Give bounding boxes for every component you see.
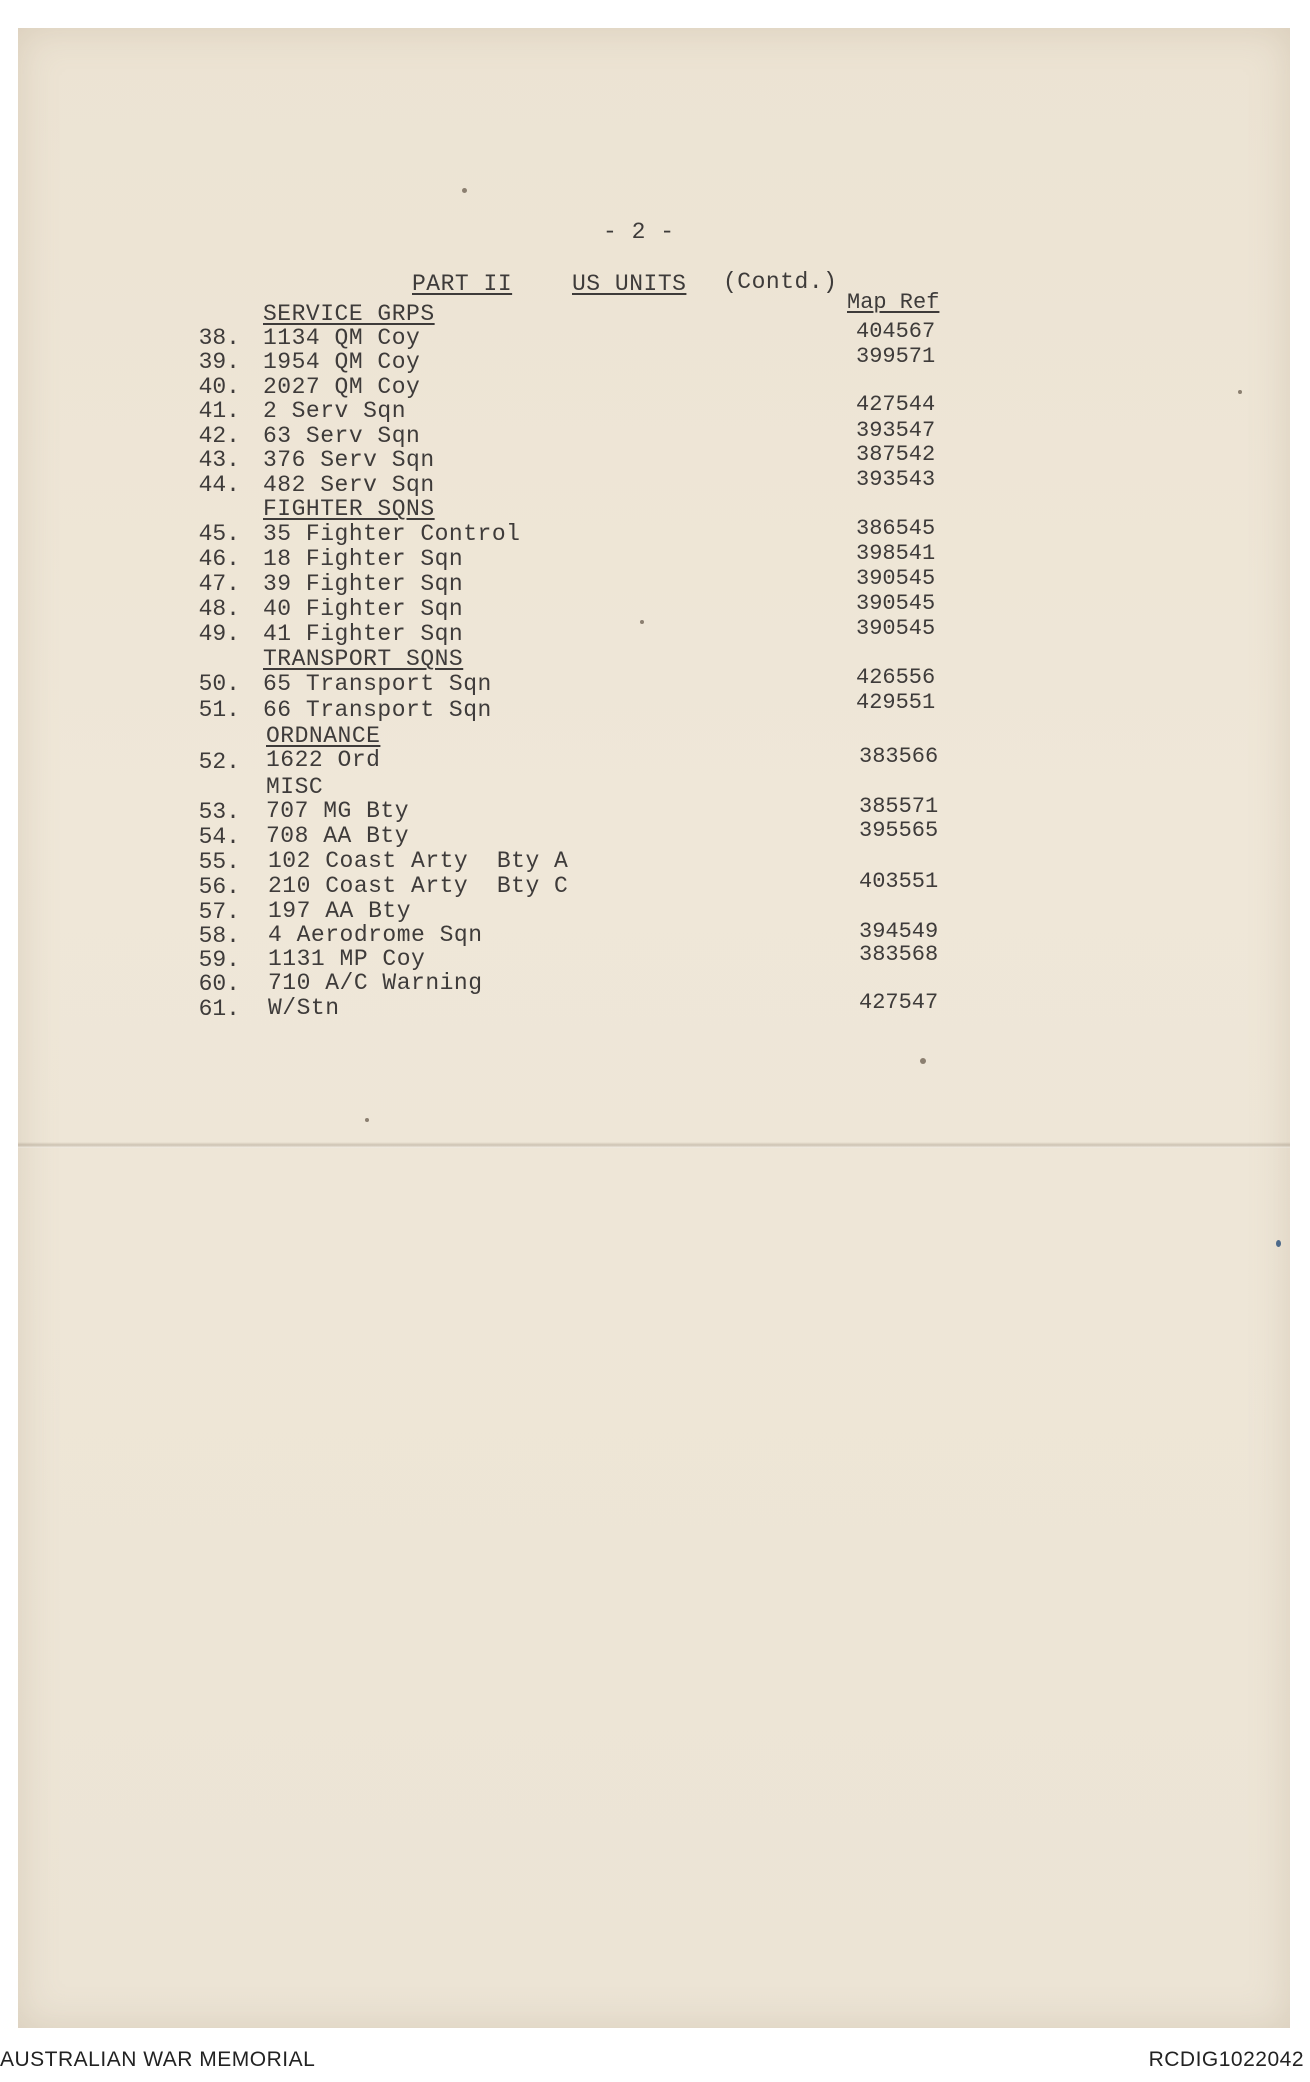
section-heading-ordnance: ORDNANCE: [266, 723, 381, 749]
unit-name: 210 Coast Arty Bty C: [268, 873, 569, 899]
part-label: PART II: [412, 271, 513, 297]
map-ref-value: 399571: [856, 344, 936, 369]
paper-speck: [640, 620, 644, 624]
item-number: 55.: [198, 849, 240, 875]
map-ref-value: 395565: [859, 818, 939, 843]
map-ref-value: 386545: [856, 516, 936, 541]
unit-name: 1622 Ord: [266, 747, 381, 773]
unit-name: 482 Serv Sqn: [263, 472, 435, 498]
section-heading-fighter-sqns: FIGHTER SQNS: [263, 496, 435, 522]
unit-name: 102 Coast Arty Bty A: [268, 848, 569, 874]
map-ref-value: 427544: [856, 392, 936, 417]
item-number: 41.: [198, 398, 240, 424]
unit-name: 2 Serv Sqn: [263, 398, 407, 424]
item-number: 46.: [198, 546, 240, 572]
map-ref-value: 429551: [856, 690, 936, 715]
map-ref-header: Map Ref: [847, 290, 940, 315]
map-ref-value: 427547: [859, 990, 939, 1015]
map-ref-value: 383566: [859, 744, 939, 769]
item-number: 45.: [198, 521, 240, 547]
unit-name: 65 Transport Sqn: [263, 671, 492, 697]
catalogue-id: RCDIG1022042: [1148, 2048, 1304, 2071]
item-number: 59.: [198, 947, 240, 973]
item-number: 57.: [198, 899, 240, 925]
unit-name: 39 Fighter Sqn: [263, 571, 464, 597]
item-number: 38.: [198, 325, 240, 351]
unit-name: 710 A/C Warning: [268, 970, 483, 996]
map-ref-value: 404567: [856, 319, 936, 344]
paper-speck: [462, 188, 467, 193]
paper-fold-line: [18, 1142, 1290, 1148]
item-number: 51.: [198, 697, 240, 723]
unit-name: 1134 QM Coy: [263, 325, 421, 351]
unit-name: 1954 QM Coy: [263, 349, 421, 375]
item-number: 42.: [198, 423, 240, 449]
item-number: 49.: [198, 621, 240, 647]
map-ref-value: 383568: [859, 942, 939, 967]
item-number: 43.: [198, 447, 240, 473]
unit-name: W/Stn: [268, 995, 340, 1021]
unit-name: 63 Serv Sqn: [263, 423, 421, 449]
section-heading-misc: MISC: [266, 774, 324, 800]
unit-name: 40 Fighter Sqn: [263, 596, 464, 622]
map-ref-value: 403551: [859, 869, 939, 894]
paper-speck: [1276, 1240, 1281, 1247]
item-number: 39.: [198, 349, 240, 375]
item-number: 44.: [198, 472, 240, 498]
section-heading-service-grps: SERVICE GRPS: [263, 301, 435, 327]
map-ref-value: 393543: [856, 467, 936, 492]
map-ref-value: 390545: [856, 616, 936, 641]
unit-name: 41 Fighter Sqn: [263, 621, 464, 647]
map-ref-value: 426556: [856, 665, 936, 690]
unit-name: 708 AA Bty: [266, 823, 410, 849]
map-ref-value: 387542: [856, 442, 936, 467]
item-number: 48.: [198, 596, 240, 622]
map-ref-value: 393547: [856, 418, 936, 443]
paper-speck: [1238, 390, 1242, 394]
unit-name: 18 Fighter Sqn: [263, 546, 464, 572]
map-ref-value: 394549: [859, 919, 939, 944]
item-number: 53.: [198, 799, 240, 825]
map-ref-value: 398541: [856, 541, 936, 566]
paper-speck: [365, 1118, 369, 1122]
map-ref-value: 390545: [856, 591, 936, 616]
unit-name: 197 AA Bty: [268, 898, 412, 924]
unit-name: 376 Serv Sqn: [263, 447, 435, 473]
item-number: 54.: [198, 824, 240, 850]
unit-name: 66 Transport Sqn: [263, 697, 492, 723]
unit-name: 1131 MP Coy: [268, 946, 426, 972]
unit-name: 4 Aerodrome Sqn: [268, 922, 483, 948]
item-number: 61.: [198, 996, 240, 1022]
item-number: 58.: [198, 923, 240, 949]
item-number: 56.: [198, 874, 240, 900]
item-number: 40.: [198, 374, 240, 400]
map-ref-value: 385571: [859, 794, 939, 819]
unit-name: 707 MG Bty: [266, 798, 410, 824]
item-number: 60.: [198, 971, 240, 997]
item-number: 47.: [198, 571, 240, 597]
map-ref-value: 390545: [856, 566, 936, 591]
units-label: US UNITS: [572, 271, 687, 297]
page-number: - 2 -: [603, 219, 675, 245]
unit-name: 35 Fighter Control: [263, 521, 521, 547]
institution-caption: AUSTRALIAN WAR MEMORIAL: [0, 2048, 316, 2071]
unit-name: 2027 QM Coy: [263, 374, 421, 400]
item-number: 50.: [198, 671, 240, 697]
paper-speck: [920, 1058, 926, 1064]
contd-label: (Contd.): [723, 269, 838, 295]
section-heading-transport-sqns: TRANSPORT SQNS: [263, 646, 464, 672]
item-number: 52.: [198, 749, 240, 775]
